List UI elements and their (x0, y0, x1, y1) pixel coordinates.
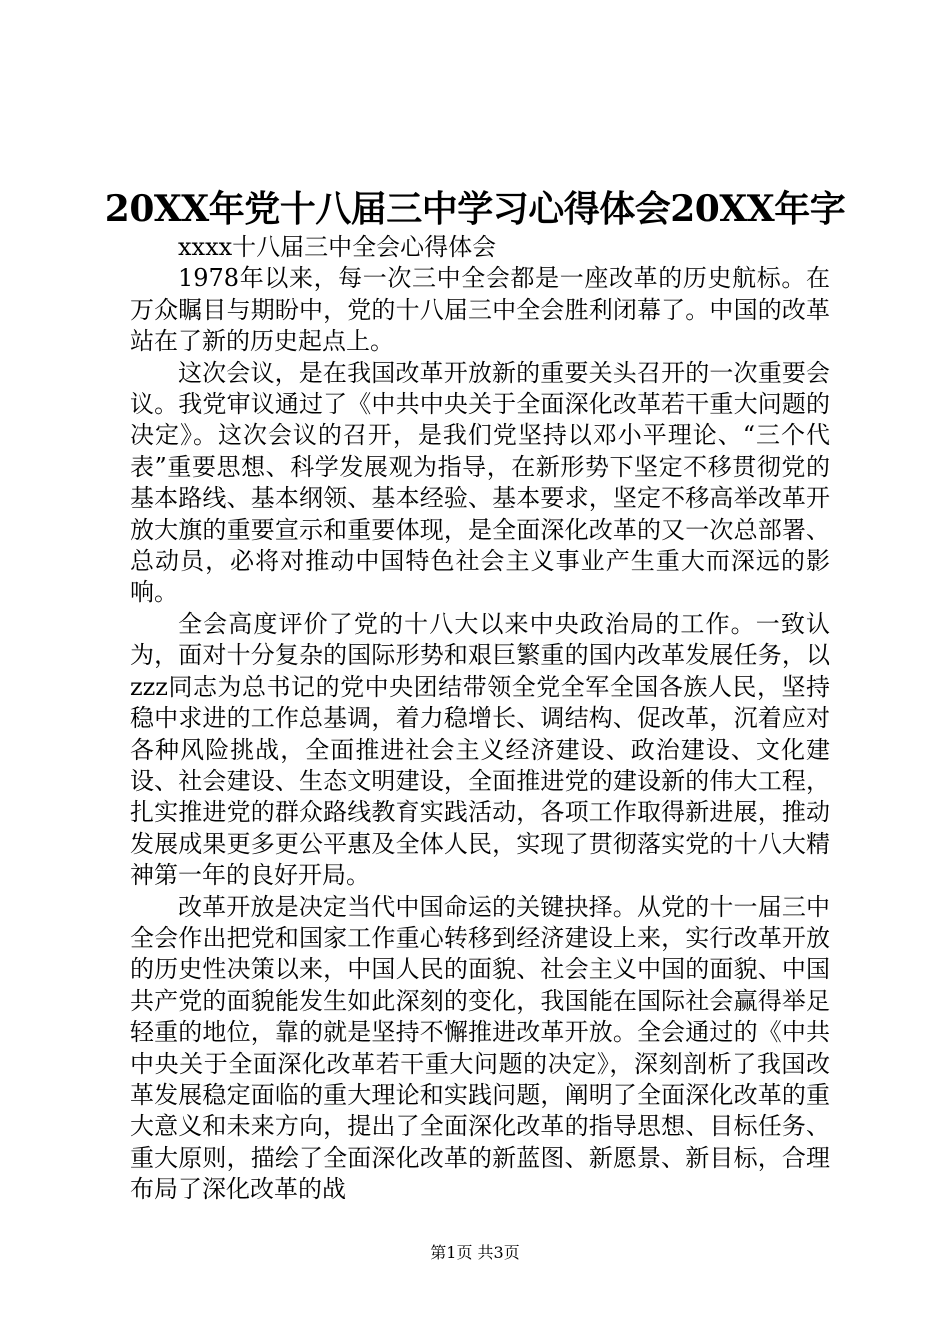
page-footer: 第1页 共3页 (430, 1243, 520, 1262)
paragraph-1: 1978年以来，每一次三中全会都是一座改革的历史航标。在万众瞩目与期盼中，党的十八届三中全会胜利闭幕了。中国的改革站在了新的历史起点上。 (130, 264, 830, 356)
document-body (130, 232, 830, 1206)
paragraph-2: 这次会议，是在我国改革开放新的重要关头召开的一次重要会议。我党审议通过了《中共中央关于全面深化改革若干重大问题的决定》。这次会议的召开，是我们党坚持以邓小平理论、“三个代表”重要思想、科学发展观为指导，在新形势下坚定不移贯彻党的基本路线、基本纲领、基本经验、基本要求，坚定不移高举改革开放大旗的重要宣示和重要体现，是全面深化改革的又一次总部署、总动员，必将对推动中国特色社会主义事业产生重大而深远的影响。 (130, 358, 830, 607)
paragraph-4: 改革开放是决定当代中国命运的关键抉择。从党的十一届三中全会作出把党和国家工作重心转移到经济建设上来，实行改革开放的历史性决策以来，中国人民的面貌、社会主义中国的面貌、中国共产党的面貌能发生如此深刻的变化，我国能在国际社会赢得举足轻重的地位，靠的就是坚持不懈推进改革开放。全会通过的《中共中央关于全面深化改革若干重大问题的决定》，深刻剖析了我国改革发展稳定面临的重大理论和实践问题，阐明了全面深化改革的重大意义和未来方向，提出了全面深化改革的指导思想、目标任务、重大原则，描绘了全面深化改革的新蓝图、新愿景、新目标，合理布局了深化改革的战 (130, 892, 830, 1204)
document-title: 20XX年党十八届三中学习心得体会20XX年字 (104, 188, 846, 230)
document-subtitle: xxxx十八届三中全会心得体会 (178, 233, 497, 261)
paragraph-3: 全会高度评价了党的十八大以来中央政治局的工作。一致认为，面对十分复杂的国际形势和艰巨繁重的国内改革发展任务，以zzz同志为总书记的党中央团结带领全党全军全国各族人民，坚持稳中求进的工作总基调，着力稳增长、调结构、促改革，沉着应对各种风险挑战，全面推进社会主义经济建设、政治建设、文化建设、社会建设、生态文明建设，全面推进党的建设新的伟大工程，扎实推进党的群众路线教育实践活动，各项工作取得新进展，推动发展成果更多更公平惠及全体人民，实现了贯彻落实党的十八大精神第一年的良好开局。 (130, 609, 830, 890)
